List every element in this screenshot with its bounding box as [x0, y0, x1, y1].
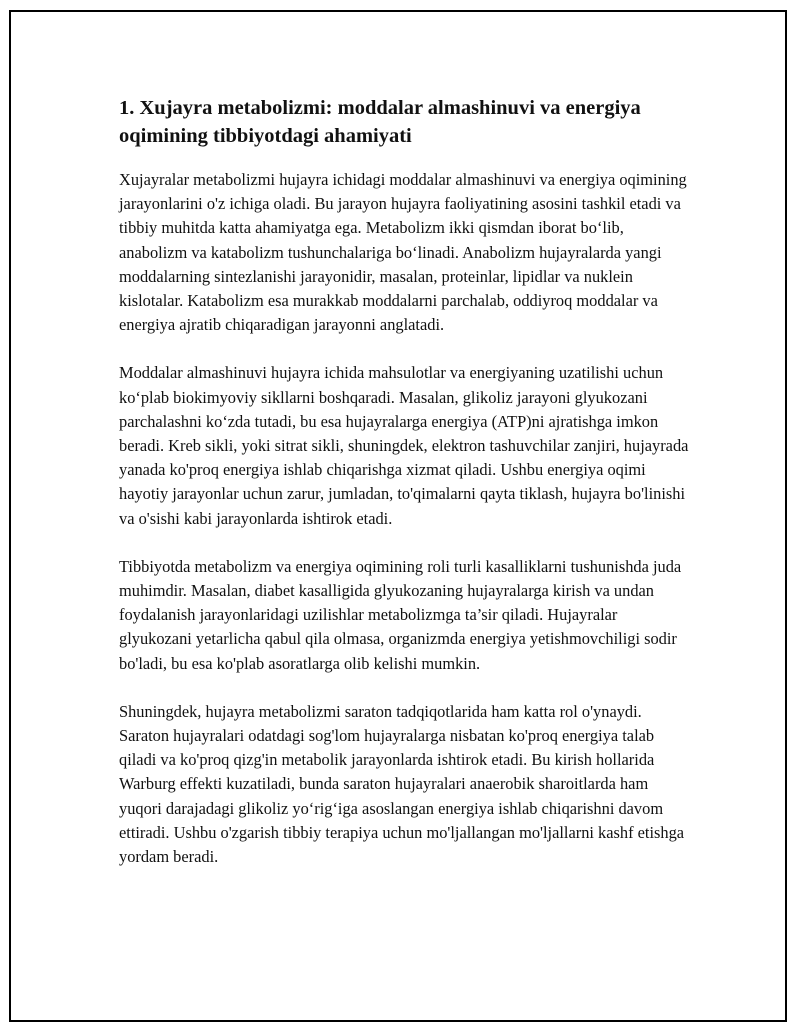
- document-title: 1. Xujayra metabolizmi: moddalar almashinuvi va energiya oqimining tibbiyotdagi ahamiyati: [119, 97, 641, 147]
- paragraph-1: Xujayralar metabolizmi hujayra ichidagi moddalar almashinuvi va energiya oqimining jarayonlarini o'z ichiga oladi. Bu jarayon hujayra faoliyatining asosini tashkil etadi va tibbiy muhitda katta ahamiyatga ega. Metabolizm ikki qismdan iborat bo‘lib, anabolizm va katabolizm tushunchalariga bo‘linadi. Anabolizm hujayralarda yangi moddalarning sintezlanishi jarayonidir, masalan, proteinlar, lipidlar va nuklein kislotalar. Katabolizm esa murakkab moddalarni parchalab, oddiyroq moddalar va energiya ajratib chiqaradigan jarayonni anglatadi.: [119, 170, 687, 335]
- document-body: [119, 94, 693, 893]
- paragraph-2: Moddalar almashinuvi hujayra ichida mahsulotlar va energiyaning uzatilishi uchun ko‘plab biokimyoviy sikllarni boshqaradi. Masalan, glikoliz jarayoni glyukozani parchalashni ko‘zda tutadi, bu esa hujayralarga energiya (ATP)ni ajratishga imkon beradi. Kreb sikli, yoki sitrat sikli, shuningdek, elektron tashuvchilar zanjiri, hujayrada yanada ko'proq energiya ishlab chiqarishga xizmat qiladi. Ushbu energiya oqimi hayotiy jarayonlar uchun zarur, jumladan, to'qimalarni qayta tiklash, hujayra bo'linishi va o'sishi kabi jarayonlarda ishtirok etadi.: [119, 363, 689, 528]
- paragraph-3: Tibbiyotda metabolizm va energiya oqimining roli turli kasalliklarni tushunishda juda muhimdir. Masalan, diabet kasalligida glyukozaning hujayralarga kirish va undan foydalanish jarayonlaridagi uzilishlar metabolizmga ta’sir qiladi. Hujayralar glyukozani yetarlicha qabul qila olmasa, organizmda energiya yetishmovchiligi sodir bo'ladi, bu esa ko'plab asoratlarga olib kelishi mumkin.: [119, 556, 682, 673]
- paragraph-4: Shuningdek, hujayra metabolizmi saraton tadqiqotlarida ham katta rol o'ynaydi. Saraton hujayralari odatdagi sog'lom hujayralarga nisbatan ko'proq energiya talab qiladi va ko'proq qizg'in metabolik jarayonlarda ishtirok etadi. Bu kirish hollarida Warburg effekti kuzatiladi, bunda saraton hujayralari anaerobik sharoitlarda ham yuqori darajadagi glikoliz yo‘rig‘iga asoslangan energiya ishlab chiqarishni davom ettiradi. Ushbu o'zgarish tibbiy terapiya uchun mo'ljallangan mo'ljallarni kashf etishga yordam beradi.: [119, 701, 685, 867]
